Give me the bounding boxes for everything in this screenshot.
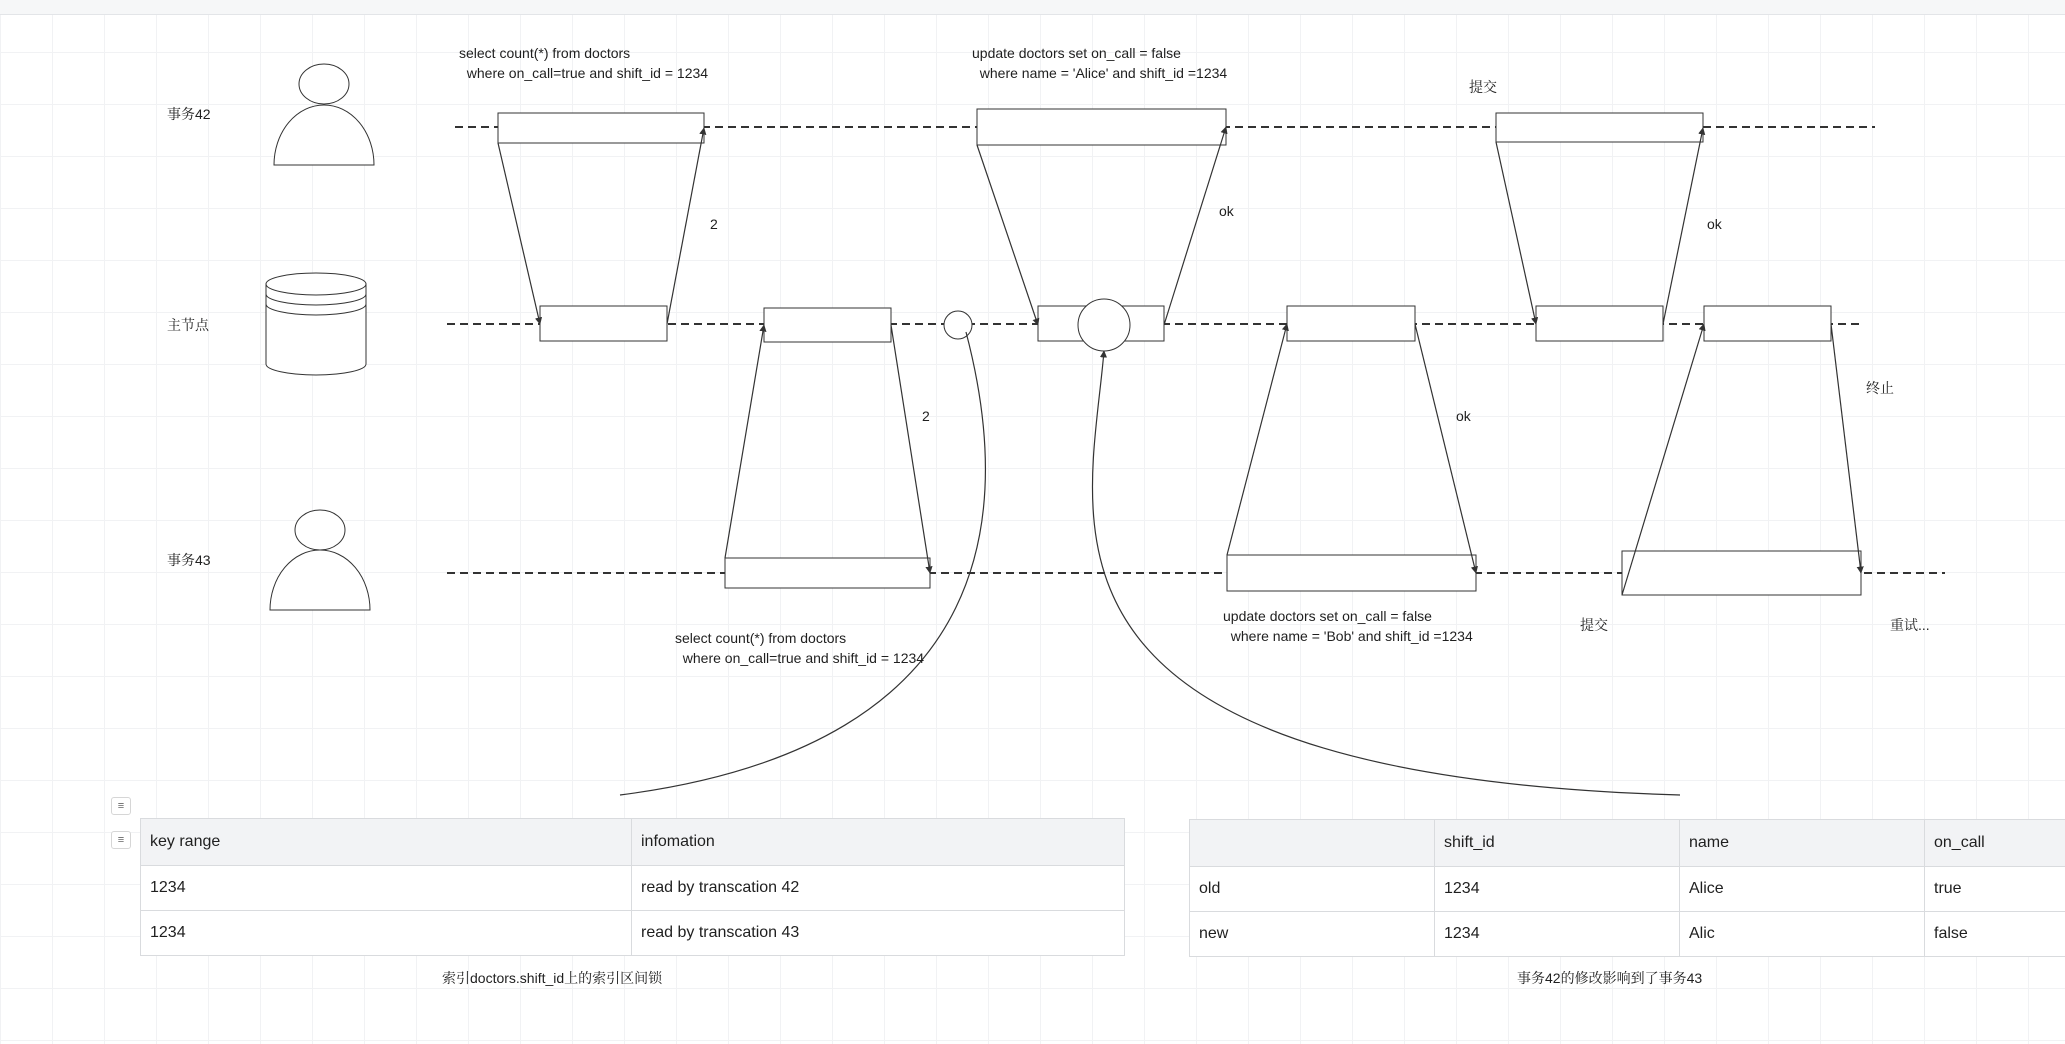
response-t42-update: ok	[1219, 203, 1234, 219]
arrow-t43-select-response	[891, 325, 930, 573]
response-t43-abort: 终止	[1866, 380, 1894, 396]
sql-t42-select: select count(*) from doctors where on_call=true and shift_id = 1234	[459, 45, 709, 81]
lock-marker-small	[944, 311, 972, 339]
lock-table-container	[140, 818, 1125, 956]
table-cell[interactable]: new	[1190, 912, 1435, 957]
table-cell[interactable]: true	[1925, 867, 2065, 912]
response-t43-select: 2	[922, 408, 930, 424]
lock-marker-large	[1078, 299, 1130, 351]
response-t42-select: 2	[710, 216, 718, 232]
action-t42-commit: 提交	[1469, 79, 1497, 95]
table-header-cell	[1190, 820, 1435, 867]
arrow-t43-abort-response	[1831, 324, 1861, 573]
table-cell[interactable]: read by transcation 43	[632, 911, 1125, 956]
sql-t43-update: update doctors set on_call = false where name = 'Bob' and shift_id =1234	[1223, 608, 1473, 644]
table-header-row	[1190, 820, 2065, 867]
t43-select-box	[725, 558, 930, 588]
response-t43-update: ok	[1456, 408, 1471, 424]
primary-box-2	[764, 308, 891, 342]
table-cell[interactable]: 1234	[141, 911, 632, 956]
table-cell[interactable]: 1234	[1435, 912, 1680, 957]
lane-label-t42: 事务42	[167, 106, 211, 122]
table-row	[1190, 912, 2065, 957]
table-header-cell: shift_id	[1435, 820, 1680, 867]
table-row	[141, 866, 1125, 911]
arrow-t42-commit-response	[1663, 128, 1703, 324]
arrow-t42-select-response	[667, 128, 704, 324]
table-header-row	[141, 819, 1125, 866]
user-icon-t43	[270, 510, 370, 610]
primary-box-6	[1704, 306, 1831, 341]
t43-update-box	[1227, 555, 1476, 591]
arrow-t43-update-request	[1227, 324, 1287, 555]
lane-label-primary: 主节点	[167, 317, 209, 333]
action-t43-commit: 提交	[1580, 617, 1608, 633]
arrow-t43-select-request	[725, 325, 764, 558]
change-table	[1189, 819, 2065, 957]
t42-update-box	[977, 109, 1226, 145]
table-row	[1190, 867, 2065, 912]
table-cell[interactable]: old	[1190, 867, 1435, 912]
arrow-t43-update-response	[1415, 324, 1476, 573]
table-cell[interactable]: Alic	[1680, 912, 1925, 957]
change-table-caption: 事务42的修改影响到了事务43	[1517, 970, 1703, 986]
t42-select-box	[498, 113, 704, 143]
table-header-cell: key range	[141, 819, 632, 866]
change-table-container	[1189, 819, 2065, 957]
table-row	[141, 911, 1125, 956]
sql-t43-select: select count(*) from doctors where on_call=true and shift_id = 1234	[675, 630, 925, 666]
table-cell[interactable]: Alice	[1680, 867, 1925, 912]
table-header-cell: infomation	[632, 819, 1125, 866]
t43-commit-box	[1622, 551, 1861, 595]
arrow-t42-update-response	[1164, 127, 1226, 325]
lock-table-caption: 索引doctors.shift_id上的索引区间锁	[442, 970, 663, 986]
table-cell[interactable]: false	[1925, 912, 2065, 957]
arrow-t42-select-request	[498, 143, 540, 324]
primary-box-1	[540, 306, 667, 341]
primary-box-4	[1287, 306, 1415, 341]
arrow-t42-update-request	[977, 145, 1038, 325]
sql-t42-update: update doctors set on_call = false where name = 'Alice' and shift_id =1234	[972, 45, 1228, 81]
arrow-t42-commit-request	[1496, 142, 1536, 324]
action-t43-retry: 重试...	[1890, 617, 1930, 633]
table-menu-icon[interactable]: ≡	[111, 797, 131, 815]
lock-table	[140, 818, 1125, 956]
table-cell[interactable]: 1234	[1435, 867, 1680, 912]
table-cell[interactable]: 1234	[141, 866, 632, 911]
user-icon-t42	[274, 64, 374, 165]
response-t42-commit: ok	[1707, 216, 1722, 232]
database-icon	[266, 273, 366, 375]
t42-commit-box	[1496, 113, 1703, 142]
lane-label-t43: 事务43	[167, 552, 211, 568]
table-header-cell: on_call	[1925, 820, 2065, 867]
primary-box-5	[1536, 306, 1663, 341]
table-header-cell: name	[1680, 820, 1925, 867]
table-options-icon[interactable]: ≡	[111, 831, 131, 849]
table-cell[interactable]: read by transcation 42	[632, 866, 1125, 911]
